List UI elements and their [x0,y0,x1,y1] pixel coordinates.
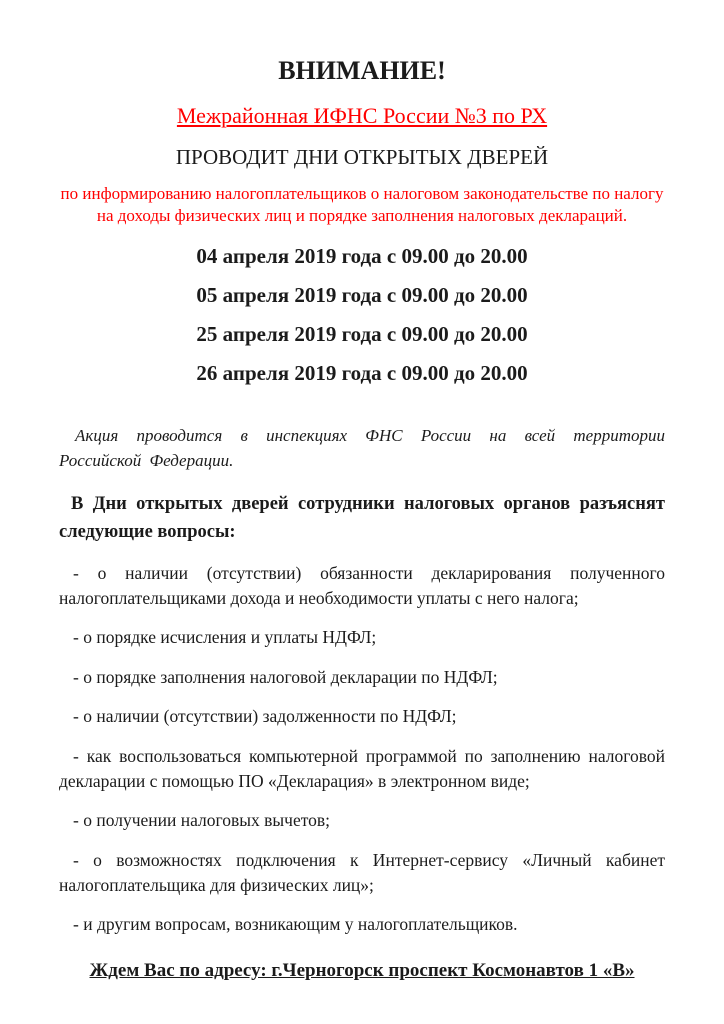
question-item: - и другим вопросам, возникающим у налогоплательщиков. [73,914,518,935]
visit-address: Ждем Вас по адресу: г.Черногорск проспект Космонавтов 1 «В» [89,960,635,981]
intro-paragraph: по информированию налогоплательщиков о налоговом законодательстве по налогу на доходы физических лиц и порядке заполнения налоговых деклараций. [60,184,664,226]
date-line: 25 апреля 2019 года с 09.00 до 20.00 [196,321,528,346]
question-item: - о возможностях подключения к Интернет-сервису «Личный кабинет налогоплательщика для физических лиц»; [59,849,665,896]
question-item: - о получении налоговых вычетов; [73,810,331,831]
question-item: - о порядке заполнения налоговой декларации по НДФЛ; [73,666,498,687]
questions-list [59,561,665,938]
question-item: - о наличии (отсутствии) обязанности декларирования полученного налогоплательщиками дохода и необходимости уплаты с него налога; [59,562,665,609]
question-item: - о наличии (отсутствии) задолженности по НДФЛ; [73,706,457,727]
event-heading: ПРОВОДИТ ДНИ ОТКРЫТЫХ ДВЕРЕЙ [175,145,549,169]
open-days-dates [59,244,665,386]
questions-heading: В Дни открытых дверей сотрудники налоговых органов разъяснят следующие вопросы: [59,494,665,542]
date-line: 26 апреля 2019 года с 09.00 до 20.00 [196,360,528,385]
tax-office-name: Межрайонная ИФНС России №3 по РХ [176,103,548,128]
date-line: 05 апреля 2019 года с 09.00 до 20.00 [196,282,528,307]
question-item: - как воспользоваться компьютерной программой по заполнению налоговой декларации с помощью ПО «Декларация» в электронном виде; [59,745,665,791]
date-line: 04 апреля 2019 года с 09.00 до 20.00 [196,243,528,268]
question-item: - о порядке исчисления и уплаты НДФЛ; [73,627,377,648]
nationwide-note: Акция проводится в инспекциях ФНС России на всей территории Российской Федерации. [59,425,665,470]
page-title: ВНИМАНИЕ! [278,56,446,85]
